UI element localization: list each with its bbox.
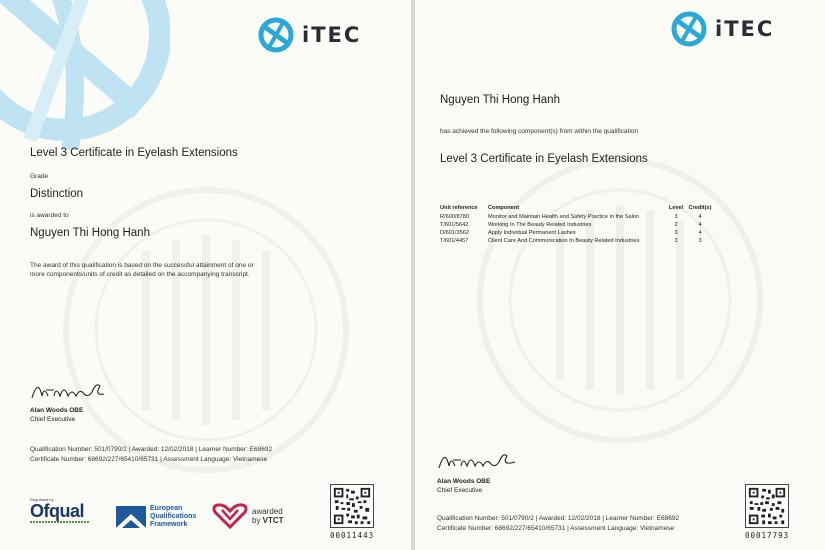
unit-component: Monitor and Maintain Health and Safety Practice in the Salon bbox=[488, 214, 640, 220]
unit-level: 3 bbox=[674, 214, 678, 220]
vtct-heart-icon bbox=[212, 503, 248, 529]
qr-code-icon bbox=[330, 484, 374, 528]
qualification-title: Level 3 Certificate in Eyelash Extensions bbox=[30, 147, 238, 159]
unit-component: Apply Individual Permanent Lashes bbox=[488, 230, 576, 236]
unit-credits: 4 bbox=[698, 222, 702, 228]
unit-reference: R/600/8780 bbox=[440, 214, 469, 220]
candidate-name: Nguyen Thi Hong Hanh bbox=[440, 94, 560, 106]
candidate-name: Nguyen Thi Hong Hanh bbox=[30, 227, 150, 239]
awarded-to-label: is awarded to bbox=[30, 212, 69, 219]
itec-logo-text: iTEC bbox=[302, 23, 362, 47]
qualification-title: Level 3 Certificate in Eyelash Extensions bbox=[440, 153, 648, 165]
vtct-brand: VTCT bbox=[262, 516, 284, 525]
unit-level: 3 bbox=[674, 238, 678, 244]
units-table-header bbox=[440, 205, 716, 214]
signature bbox=[30, 376, 110, 404]
unit-level: 3 bbox=[674, 230, 678, 236]
eqf-line-1: European bbox=[150, 505, 183, 512]
unit-credits: 4 bbox=[698, 230, 702, 236]
unit-reference: T/601/4457 bbox=[440, 238, 469, 244]
certificate-serial: 00011443 bbox=[330, 531, 375, 540]
eqf-line-3: Framework bbox=[150, 521, 188, 528]
itec-logo bbox=[256, 16, 361, 54]
signatory-role: Chief Executive bbox=[437, 487, 483, 494]
header-component: Component bbox=[488, 205, 520, 211]
itec-logo bbox=[669, 10, 774, 48]
unit-reference: T/601/5642 bbox=[440, 222, 469, 228]
table-row bbox=[440, 214, 716, 222]
signature bbox=[437, 446, 519, 474]
qualification-meta-line-1: Qualification Number: 501/0790/2 | Awarded: 12/02/2018 | Learner Number: E68692 bbox=[437, 515, 680, 522]
certificate-serial: 00017793 bbox=[745, 531, 790, 540]
signatory-name: Alan Woods OBE bbox=[30, 407, 84, 414]
crest-watermark bbox=[56, 180, 356, 480]
certificate-page bbox=[0, 0, 411, 550]
qualification-meta-line-2: Certificate Number: 68692/227/65410/65731 | Assessment Language: Vietnamese bbox=[437, 525, 675, 532]
header-unit-reference: Unit reference bbox=[440, 205, 478, 211]
grade-label: Grade bbox=[30, 173, 49, 180]
ofqual-dots-icon bbox=[30, 521, 89, 523]
unit-component: Client Care And Communication In Beauty Related Industries bbox=[488, 238, 640, 244]
header-credits: Credit(s) bbox=[688, 205, 712, 211]
ofqual-wordmark: Ofqual bbox=[30, 501, 84, 521]
itec-logo-text: iTEC bbox=[715, 17, 775, 41]
ofqual-regulated-by: Regulated by bbox=[30, 497, 54, 502]
globe-watermark-icon bbox=[0, 0, 170, 150]
qualification-meta-line-1: Qualification Number: 501/0790/2 | Awarded: 12/02/2018 | Learner Number: E68692 bbox=[30, 446, 273, 453]
header-level: Level bbox=[668, 205, 684, 211]
unit-credits: 4 bbox=[698, 214, 702, 220]
unit-reference: D/601/3562 bbox=[440, 230, 469, 236]
signatory-role: Chief Executive bbox=[30, 416, 76, 423]
eqf-mark-icon bbox=[116, 506, 146, 528]
table-row bbox=[440, 222, 716, 230]
signatory-name: Alan Woods OBE bbox=[437, 478, 491, 485]
vtct-line-2-prefix: by bbox=[252, 516, 263, 525]
vtct-logo bbox=[212, 503, 284, 529]
award-statement-line-2: more components/units of credit as detailed on the accompanying transcript. bbox=[30, 271, 250, 278]
award-statement bbox=[30, 261, 330, 279]
grade-value: Distinction bbox=[30, 188, 84, 200]
unit-credits: 3 bbox=[698, 238, 702, 244]
eqf-line-2: Qualifications bbox=[150, 513, 197, 520]
itec-globe-icon bbox=[669, 10, 709, 48]
unit-level: 2 bbox=[674, 222, 678, 228]
unit-component: Working In The Beauty Related Industries bbox=[488, 222, 592, 228]
table-row bbox=[440, 230, 716, 238]
achieved-statement: has achieved the following component(s) from within the qualification bbox=[440, 128, 638, 135]
ofqual-logo bbox=[30, 497, 89, 523]
award-statement-line-1: The award of this qualification is based on the successful attainment of one or bbox=[30, 262, 254, 269]
crest-watermark bbox=[470, 150, 770, 450]
table-row bbox=[440, 238, 716, 246]
eqf-logo bbox=[116, 505, 196, 529]
units-table bbox=[440, 205, 716, 246]
transcript-page bbox=[415, 0, 825, 550]
itec-globe-icon bbox=[256, 16, 296, 54]
vtct-line-1: awarded bbox=[252, 507, 283, 516]
qualification-meta-line-2: Certificate Number: 68692/227/65410/65731 | Assessment Language: Vietnamese bbox=[30, 456, 268, 463]
qr-code-icon bbox=[745, 484, 789, 528]
